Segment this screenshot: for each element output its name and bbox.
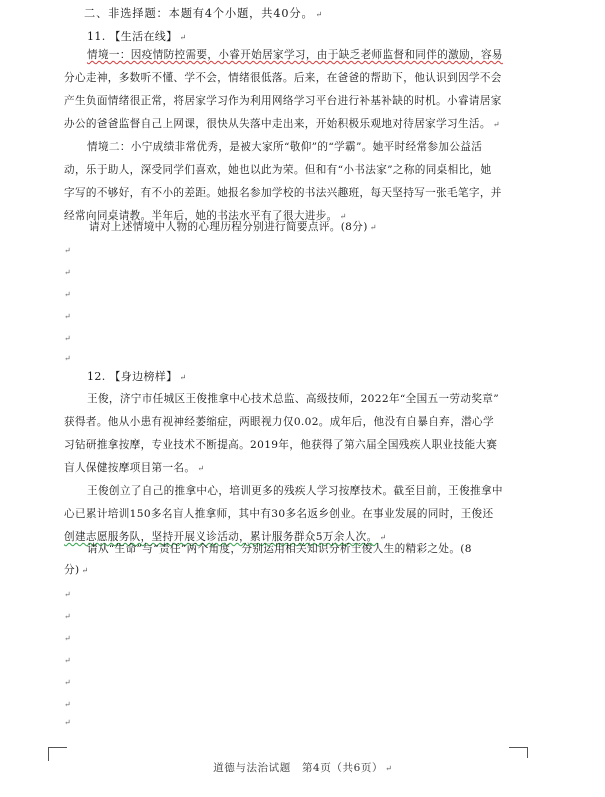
answer-blank-line[interactable]: ↵ xyxy=(64,590,71,599)
q12-para1-line3: 习钻研推拿按摩，专业技术不断提高。2019年，他获得了第六届全国残疾人职业技能大赛 xyxy=(64,439,498,451)
crop-mark-right xyxy=(509,747,528,758)
q11-scenario1-line1: 情境一：因疫情防控需要，小睿开始居家学习，由于缺乏老师监督和同伴的激励，容易 xyxy=(87,49,503,61)
q12-prompt-line2: 分) ↵ xyxy=(64,564,89,576)
answer-blank-line[interactable]: ↵ xyxy=(64,612,71,621)
answer-blank-line[interactable]: ↵ xyxy=(64,354,71,363)
answer-blank-line[interactable]: ↵ xyxy=(64,268,71,277)
answer-blank-line[interactable]: ↵ xyxy=(64,334,71,343)
q11-scenario1-line4: 办公的爸爸监督自己上网课，很快从失落中走出来，开始积极乐观地对待居家学习生活。 ↵ xyxy=(64,118,500,130)
answer-blank-line[interactable]: ↵ xyxy=(64,700,71,709)
question-12-title: 12. 【身边榜样】 ↵ xyxy=(87,370,187,383)
answer-blank-line[interactable]: ↵ xyxy=(64,718,71,727)
q12-para2-line2: 心已累计培训150多名盲人推拿师，其中有30多名返乡创业。在事业发展的同时，王俊还 xyxy=(64,508,494,520)
q11-scenario2-line2: 动，乐于助人，深受同学们喜欢，她也以此为荣。但和有“小书法家”之称的同桌相比，她 xyxy=(64,164,492,176)
q12-para2-line3: 创建志愿服务队，坚持开展义诊活动，累计服务群众5万余人次。 ↵ xyxy=(64,531,387,543)
question-11-title: 11. 【生活在线】 ↵ xyxy=(87,30,187,43)
q11-scenario2-line4: 经常向同桌请教。半年后，她的书法水平有了很大进步。 ↵ xyxy=(64,210,347,222)
q11-scenario1-line3: 产生负面情绪很正常，将居家学习作为利用网络学习平台进行补基补缺的时机。小睿请居家 xyxy=(64,95,502,107)
answer-blank-line[interactable]: ↵ xyxy=(64,246,71,255)
q11-scenario1-line2: 分心走神，多数听不懂、学不会，情绪很低落。后来，在爸爸的帮助下，他认识到因学不会 xyxy=(64,72,502,84)
answer-blank-line[interactable]: ↵ xyxy=(64,312,71,321)
page-footer: 道德与法治试题 第4页（共6页） ↵ xyxy=(213,762,392,774)
q11-prompt: 请对上述情境中人物的心理历程分别进行简要点评。(8分) ↵ xyxy=(89,221,377,233)
answer-blank-line[interactable]: ↵ xyxy=(64,290,71,299)
answer-blank-line[interactable]: ↵ xyxy=(64,678,71,687)
answer-blank-line[interactable]: ↵ xyxy=(64,656,71,665)
crop-mark-left-horizontal xyxy=(48,747,67,758)
q11-scenario2-line1: 情境二：小宁成绩非常优秀，是被大家所“敬仰”的“学霸”。她平时经常参加公益活 xyxy=(87,141,483,153)
q12-para1-line2: 获得者。他从小患有视神经萎缩症，两眼视力仅0.02。成年后，他没有自暴自弃，潜心学 xyxy=(64,416,494,428)
q12-para1-line4: 盲人保健按摩项目第一名。 ↵ xyxy=(64,462,205,474)
q12-prompt-line1: 请从“生命”与“责任”两个角度，分别运用相关知识分析王俊人生的精彩之处。(8 xyxy=(87,543,472,555)
q12-para1-line1: 王俊，济宁市任城区王俊推拿中心技术总监、高级技师，2022年“全国五一劳动奖章” xyxy=(87,393,499,405)
section-heading: 二、非选择题：本题有4个小题，共40分。 ↵ xyxy=(84,7,323,20)
q11-scenario2-line3: 字写的不够好，有不小的差距。她报名参加学校的书法兴趣班，每天坚持写一张毛笔字，并 xyxy=(64,187,502,199)
answer-blank-line[interactable]: ↵ xyxy=(64,634,71,643)
q12-para2-line1: 王俊创立了自己的推拿中心，培训更多的残疾人学习按摩技术。截至目前，王俊推拿中 xyxy=(87,485,503,497)
